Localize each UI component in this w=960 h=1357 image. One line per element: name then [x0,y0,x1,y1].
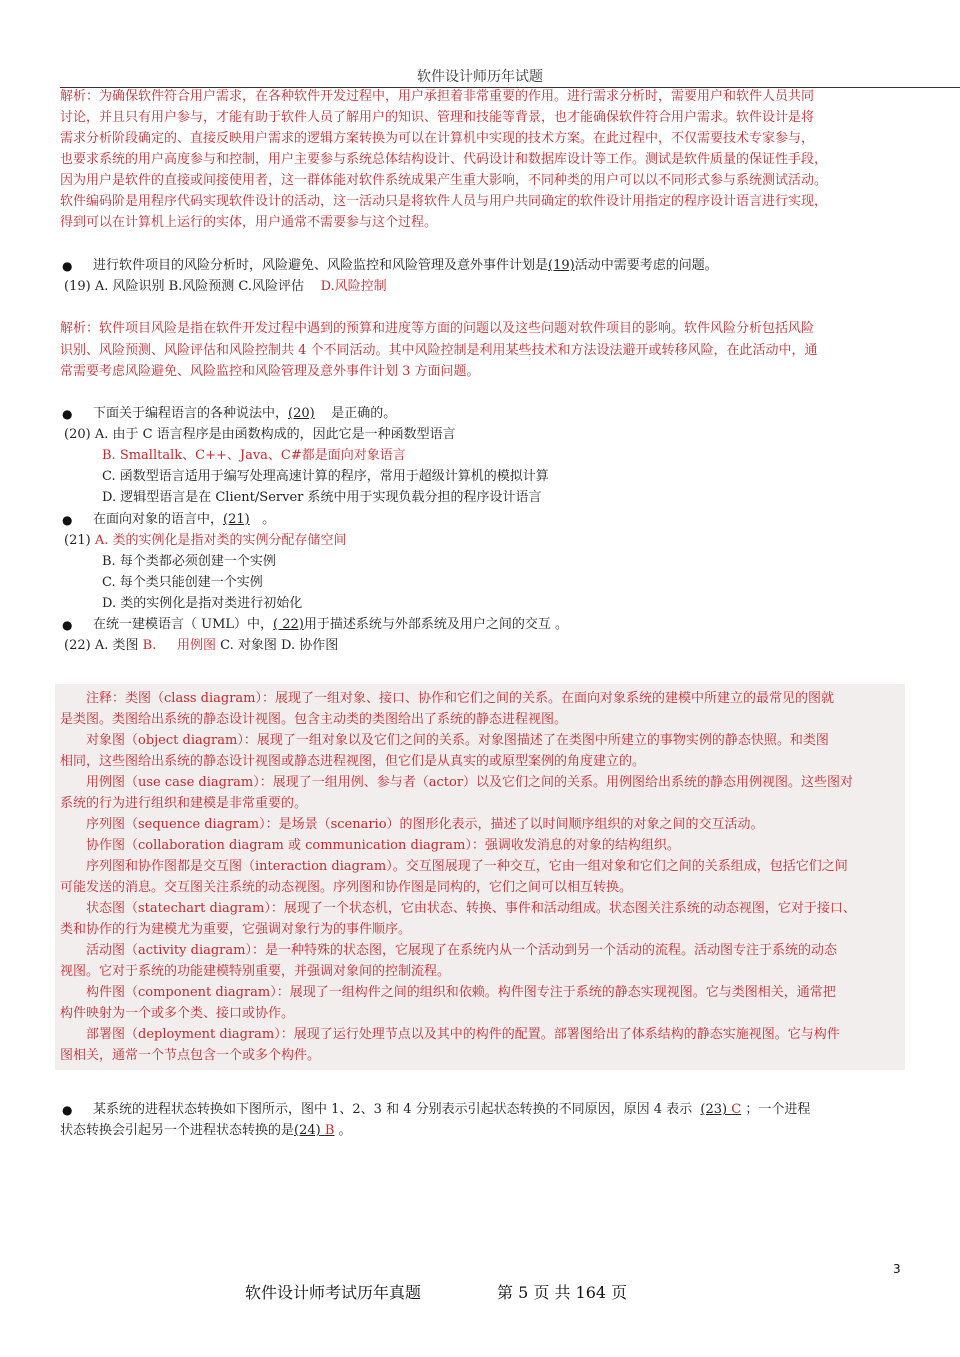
q21-option-b: B. 每个类都必须创建一个实例 [102,554,276,569]
q23-blank [700,1102,741,1117]
q24-blank-label: (24) [294,1123,321,1138]
note-line: 构件图（component diagram）：展现了一组构件之间的组织和依赖。构件图专注于系统的静态实现视图。它与类图相关，通常把 [60,985,836,1000]
note-line: 部署图（deployment diagram）：展现了运行处理节点以及其中的构件的配置。部署图给出了体系结构的静态实施视图。它与构件 [60,1027,840,1042]
q22-other-options: C. 对象图 D. 协作图 [220,638,339,653]
question-21-stem [93,510,903,530]
q19-blank: (19) [548,258,575,273]
q21-option-d: D. 类的实例化是指对类进行初始化 [102,596,303,611]
note-line: 对象图（object diagram）：展现了一组对象以及它们之间的关系。对象图描述了在类图中所建立的事物实例的静态快照。和类图 [60,733,829,748]
bullet-icon: ● [62,1103,73,1117]
q22-answer-letter: B. [142,638,157,653]
note-line: 序列图和协作图都是交互图（interaction diagram）。交互图展现了一种交互，它由一组对象和它们之间的关系组成，包括它们之间 [60,859,848,874]
q21-stem-after: 。 [262,512,276,527]
footer-page-count: 第 5 页 共 164 页 [497,1283,628,1302]
q21-blank: (21) [223,512,250,527]
note-line: 图相关，通常一个节点包含一个或多个构件。 [60,1048,321,1063]
q22-answer-text: 用例图 [176,638,216,653]
q22-prefix: (22) A. 类图 [64,638,139,653]
analysis-line: 解析：为确保软件符合用户需求，在各种软件开发过程中，用户承担着非常重要的作用。进行需求分析时，需要用户和软件人员共同 [60,89,815,104]
analysis-line: 讨论，并且只有用户参与，才能有助于软件人员了解用户的知识、管理和技能等背景，也才能确保软件符合用户需求。软件设计是将 [60,110,815,125]
q21-prefix: (21) [64,533,91,548]
note-line: 相同，这些图给出系统的静态设计视图或静态进程视图，但它们是从真实的或原型案例的角度建立的。 [60,754,646,769]
bullet-icon: ● [62,407,73,421]
note-line: 用例图（use case diagram）：展现了一组用例、参与者（actor）以及它们之间的关系。用例图给出系统的静态用例视图。这些图对 [60,775,854,790]
q24-blank [294,1123,334,1138]
note-line: 类和协作的行为建模尤为重要，它强调对象行为的事件顺序。 [60,922,412,937]
question-19-stem [93,256,903,276]
note-line: 构件映射为一个或多个类、接口或协作。 [60,1006,295,1021]
q23-blank-label: (23) [700,1102,728,1117]
q24-stem-before: 状态转换会引起另一个进程状态转换的是 [60,1123,295,1138]
note-line: 系统的行为进行组织和建模是非常重要的。 [60,796,308,811]
q19-answer: D.风险控制 [320,279,387,294]
analysis-line: 也要求系统的用户高度参与和控制，用户主要参与系统总体结构设计、代码设计和数据库设计等工作。测试是软件质量的保证性手段， [60,152,828,167]
q22-stem-after: 用于描述系统与外部系统及用户之间的交互 。 [303,617,569,632]
q21-option-a-row [64,531,909,551]
q20-option-b: B. Smalltalk、C++、Java、C#都是面向对象语言 [102,448,406,463]
q23-answer: C [731,1102,742,1117]
page-header: 软件设计师历年试题 [417,69,543,85]
footer-title: 软件设计师考试历年真题 [245,1283,422,1302]
analysis-line: 需求分析阶段确定的、直接反映用户需求的逻辑方案转换为可以在计算机中实现的技术方案。在此过程中，不仅需要技术专家参与， [60,131,815,146]
q20-option-d: D. 逻辑型语言是在 Client/Server 系统中用于实现负载分担的程序设计语言 [102,490,542,505]
q24-stem-after: 。 [338,1123,352,1138]
note-line: 注释：类图（class diagram）：展现了一组对象、接口、协作和它们之间的关系。在面向对象系统的建模中所建立的最常见的图就 [60,691,835,706]
note-line: 可能发送的消息。交互图关注系统的动态视图。序列图和协作图是同构的，它们之间可以相互转换。 [60,880,633,895]
page-number: 3 [893,1262,901,1276]
bullet-icon: ● [62,618,73,632]
question-19-options [64,277,909,297]
q22-stem-before: 在统一建模语言（ UML）中， [93,617,274,632]
q24-answer: B [324,1123,335,1138]
q19-stem-after: 活动中需要考虑的问题。 [574,258,718,273]
bullet-icon: ● [62,513,73,527]
question-22-stem [93,615,903,635]
note-line: 序列图（sequence diagram）：是场景（scenario）的图形化表示，描述了以时间顺序组织的对象之间的交互活动。 [60,817,764,832]
q20-stem-after: 是正确的。 [331,406,397,421]
analysis-19-line: 识别、风险预测、风险评估和风险控制共 4 个不同活动。其中风险控制是利用某些技术和方法设法避开或转移风险，在此活动中，通 [60,343,818,358]
note-line: 视图。它对于系统的功能建模特别重要，并强调对象间的控制流程。 [60,964,451,979]
q21-option-c: C. 每个类只能创建一个实例 [102,575,263,590]
question-24-stem [60,1121,905,1141]
question-20-stem [93,404,903,424]
q21-option-a: A. 类的实例化是指对类的实例分配存储空间 [94,533,347,548]
analysis-19-line: 解析：软件项目风险是指在软件开发过程中遇到的预算和进度等方面的问题以及这些问题对软件项目的影响。软件风险分析包括风险 [60,321,815,336]
analysis-line: 软件编码阶是用程序代码实现软件设计的活动，这一活动只是将软件人员与用户共同确定的软件设计用指定的程序设计语言进行实现， [60,194,828,209]
analysis-line: 因为用户是软件的直接或间接使用者，这一群体能对软件系统成果产生重大影响，不同种类的用户可以以不同形式参与系统测试活动。 [60,173,828,188]
q20-blank: (20) [288,406,315,421]
q20-option-a: (20) A. 由于 C 语言程序是由函数构成的，因此它是一种函数型语言 [64,427,456,442]
analysis-line: 得到可以在计算机上运行的实体，用户通常不需要参与这个过程。 [60,215,438,230]
q20-stem-before: 下面关于编程语言的各种说法中， [93,406,289,421]
note-line: 活动图（activity diagram）：是一种特殊的状态图，它展现了在系统内从一个活动到另一个活动的流程。活动图专注于系统的动态 [60,943,837,958]
q23-stem-after: ；一个进程 [745,1102,811,1117]
q21-stem-before: 在面向对象的语言中， [93,512,224,527]
note-line: 是类图。类图给出系统的静态设计视图。包含主动类的类图给出了系统的静态进程视图。 [60,712,568,727]
q19-stem-before: 进行软件项目的风险分析时，风险避免、风险监控和风险管理及意外事件计划是 [93,258,549,273]
q22-options [64,636,909,656]
analysis-19-line: 常需要考虑风险避免、风险监控和风险管理及意外事件计划 3 方面问题。 [60,364,480,379]
q20-option-c: C. 函数型语言适用于编写处理高速计算的程序，常用于超级计算机的模拟计算 [102,469,549,484]
q22-blank: ( 22) [273,617,304,632]
bullet-icon: ● [62,259,73,273]
question-23-stem [93,1100,903,1120]
q23-stem-before: 某系统的进程状态转换如下图所示，图中 1、2、3 和 4 分别表示引起状态转换的不同原因，原因 4 表示 [93,1102,693,1117]
note-line: 状态图（statechart diagram）：展现了一个状态机，它由状态、转换、事件和活动组成。状态图关注系统的动态视图，它对于接口、 [60,901,856,916]
q19-options: (19) A. 风险识别 B.风险预测 C.风险评估 [64,279,305,294]
note-line: 协作图（collaboration diagram 或 communication diagram）：强调收发消息的对象的结构组织。 [60,838,680,853]
